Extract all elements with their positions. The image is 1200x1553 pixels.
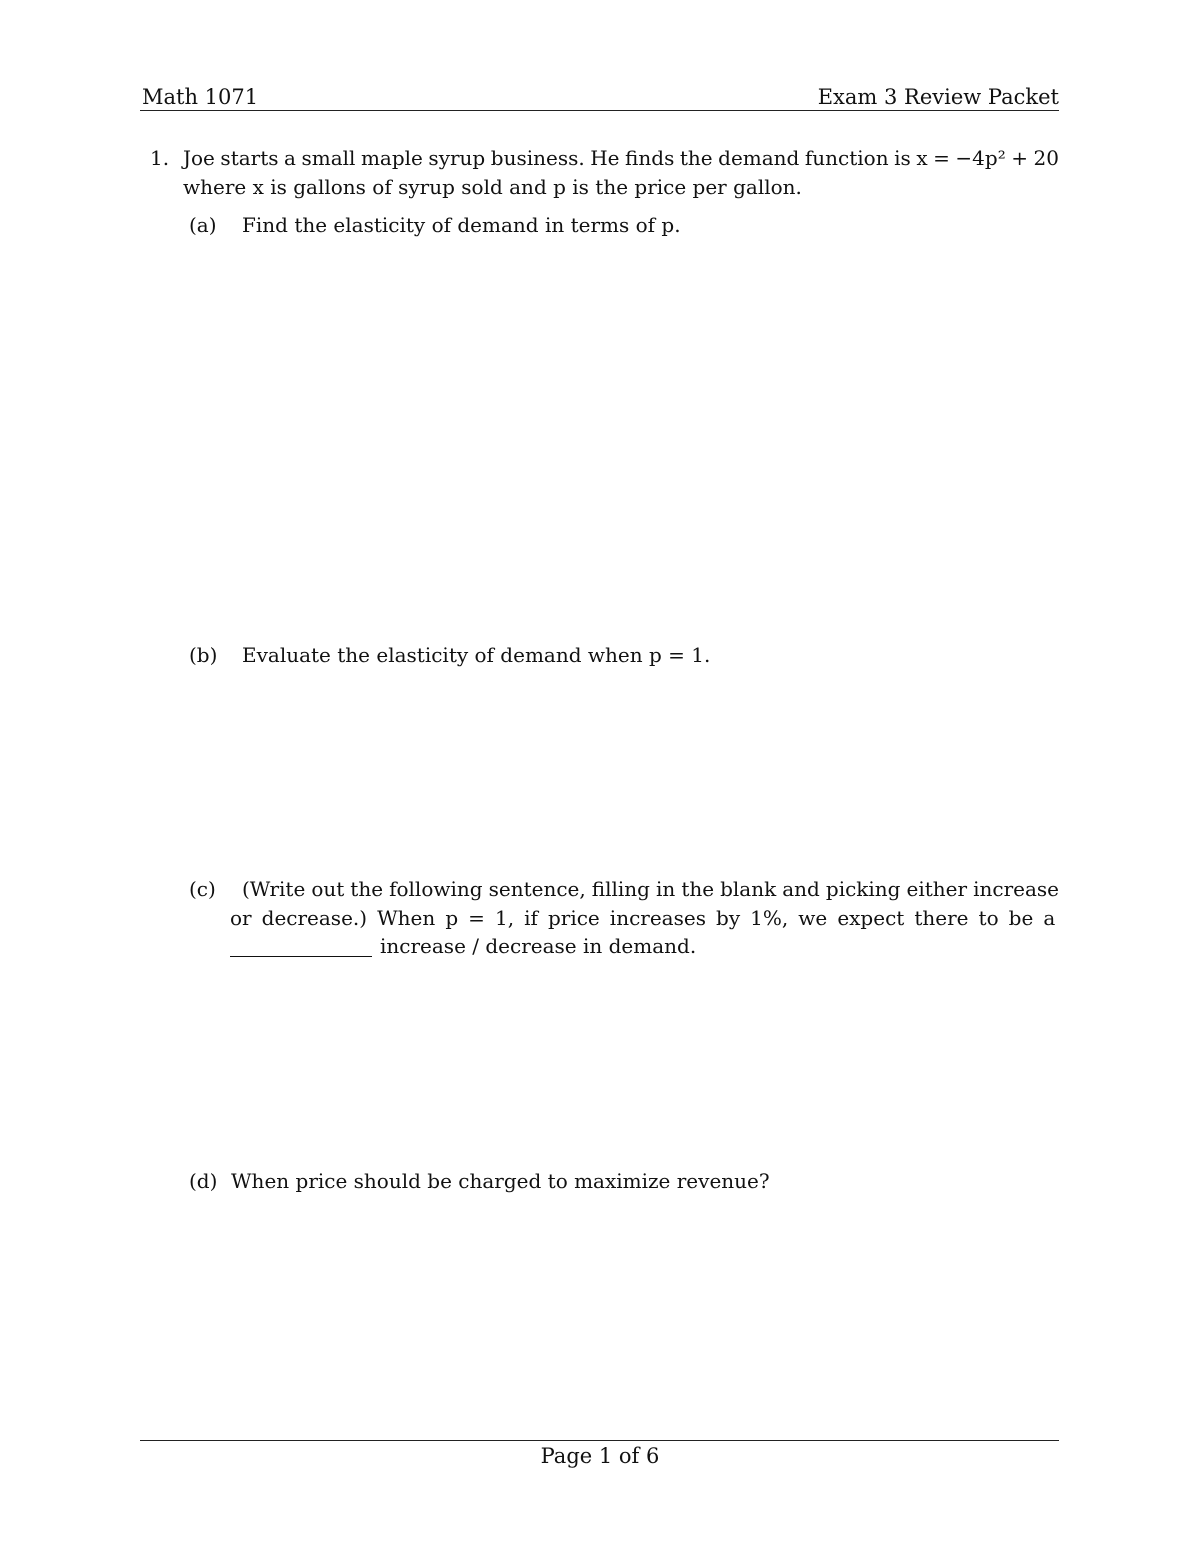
document-title: Exam 3 Review Packet (817, 85, 1059, 109)
part-b-text: Evaluate the elasticity of demand when p = 1. (242, 643, 711, 667)
part-a-label: (a) (189, 213, 217, 237)
part-c-text-line-2: or decrease.) When p = 1, if price increases by 1%, we expect there to be a (230, 906, 1056, 930)
header-rule (140, 110, 1059, 111)
question-text-line-2: where x is gallons of syrup sold and p is the price per gallon. (183, 175, 802, 199)
part-d-label: (d) (189, 1169, 218, 1193)
course-title: Math 1071 (142, 85, 259, 109)
part-c-label: (c) (189, 877, 216, 901)
question-text-line-1: Joe starts a small maple syrup business. He finds the demand function is x = −4p² + 20 (183, 146, 1059, 170)
footer-rule (140, 1440, 1059, 1441)
page-number: Page 1 of 6 (540, 1444, 660, 1468)
question-number: 1. (150, 146, 170, 170)
fill-in-blank (230, 956, 372, 957)
part-c-text-line-1: (Write out the following sentence, filling in the blank and picking either increase (242, 877, 1059, 901)
part-d-text: When price should be charged to maximize revenue? (231, 1169, 770, 1193)
page-header (140, 84, 1059, 110)
part-c-text-line-3: increase / decrease in demand. (380, 934, 697, 958)
part-a-text: Find the elasticity of demand in terms of p. (242, 213, 681, 237)
part-b-label: (b) (189, 643, 218, 667)
